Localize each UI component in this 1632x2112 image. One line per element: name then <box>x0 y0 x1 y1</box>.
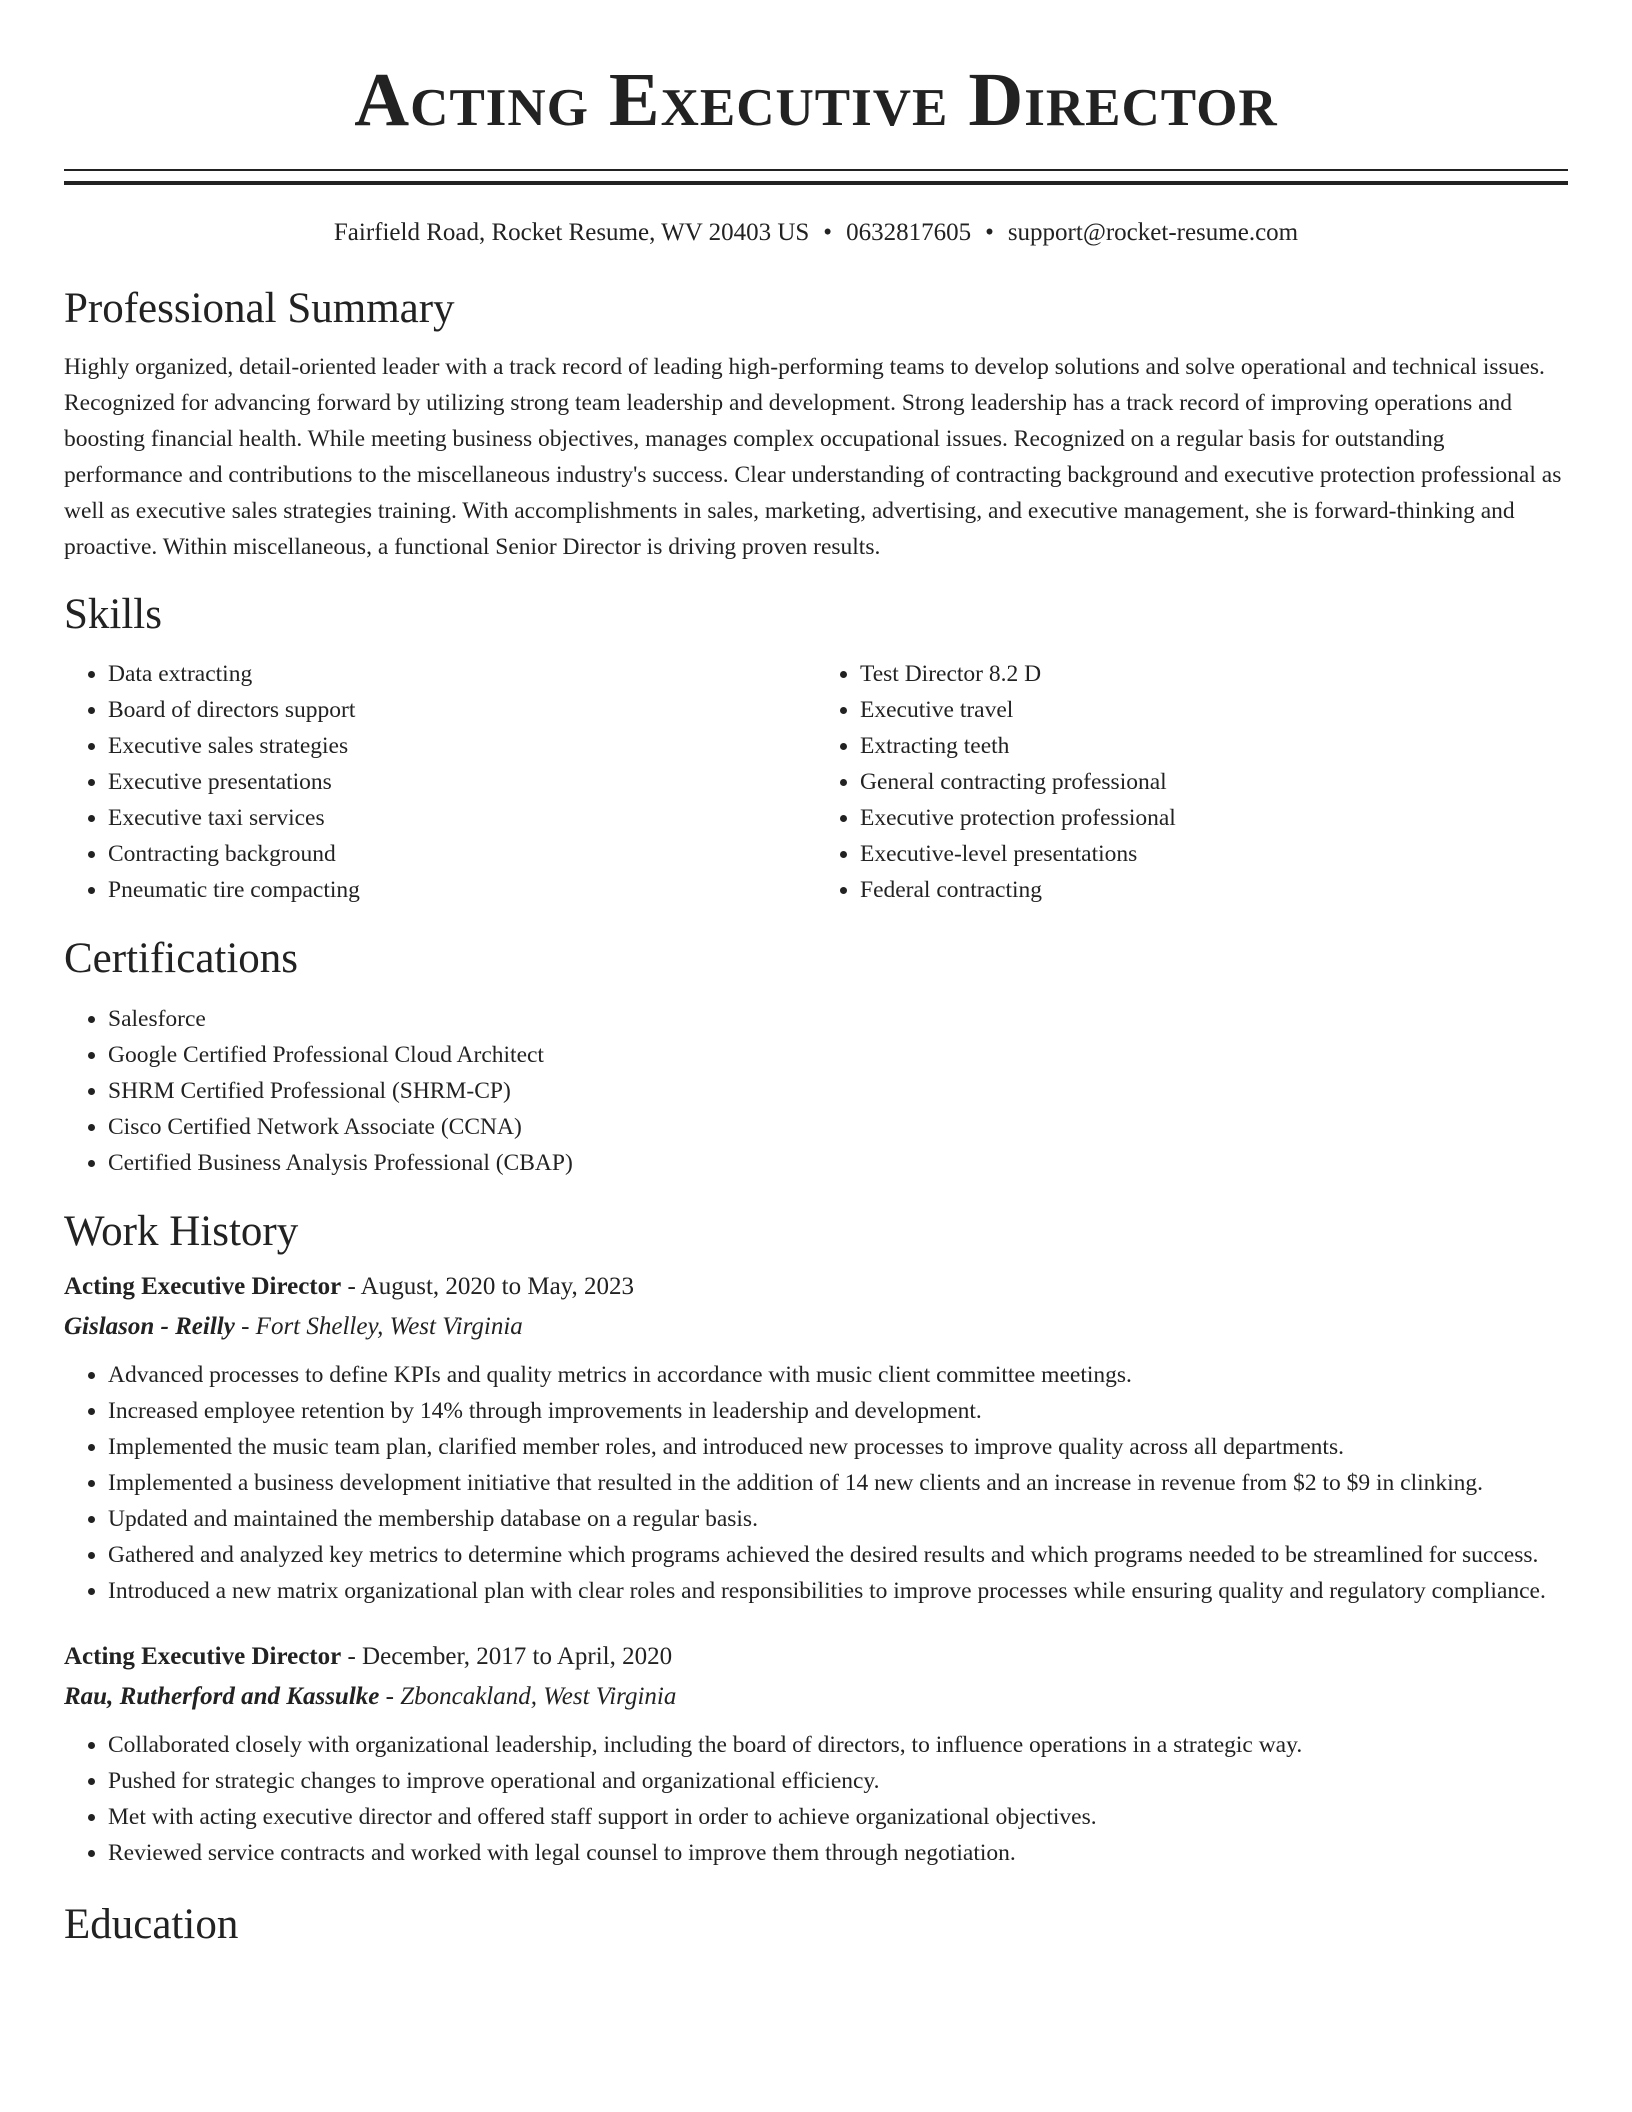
certification-item: • SHRM Certified Professional (SHRM-CP) <box>108 1073 1568 1109</box>
skill-item: • Executive protection professional <box>860 800 1568 836</box>
skill-item: • Executive travel <box>860 692 1568 728</box>
work-history-heading: Work History <box>64 1207 299 1255</box>
job-dates: - August, 2020 to May, 2023 <box>341 1273 635 1301</box>
job-bullet: • Met with acting executive director and offered staff support in order to achieve organizational objectives. <box>108 1799 1568 1835</box>
skill-item: • General contracting professional <box>860 764 1568 800</box>
skills-heading: Skills <box>64 591 162 639</box>
education-heading: Education <box>64 1901 239 1949</box>
contact-line <box>64 218 1568 248</box>
job-location: - Fort Shelley, West Virginia <box>234 1313 523 1341</box>
skill-item: • Board of directors support <box>108 692 816 728</box>
summary-text: Highly organized, detail-oriented leader with a track record of leading high-performing teams to develop solutions and solve operational and technical issues. Recognized for advancing forward by utilizing strong team leadership and development. Strong leadership has a track record of improving operations and boosting financial health. While meeting business objectives, manages complex occupational issues. Recognized on a regular basis for outstanding performance and contributions to the miscellaneous industry's success. Clear understanding of contracting background and executive protection professional as well as executive sales strategies training. With accomplishments in sales, marketing, advertising, and executive management, she is forward-thinking and proactive. Within miscellaneous, a functional Senior Director is driving proven results. <box>64 354 1562 561</box>
job-bullet: • Advanced processes to define KPIs and quality metrics in accordance with music client committee meetings. <box>108 1357 1568 1393</box>
job-company: Gislason - Reilly <box>64 1313 235 1341</box>
contact-separator: • <box>823 219 833 246</box>
certification-item: • Certified Business Analysis Professional (CBAP) <box>108 1145 1568 1181</box>
job-bullet-list <box>64 1727 1568 1871</box>
header-double-rule <box>64 169 1568 185</box>
certification-item: • Cisco Certified Network Associate (CCNA) <box>108 1109 1568 1145</box>
skill-item: • Executive-level presentations <box>860 836 1568 872</box>
skill-item: • Data extracting <box>108 656 816 692</box>
job-title-line <box>64 1637 1568 1677</box>
resume-page <box>64 0 1568 1948</box>
job-bullet: • Reviewed service contracts and worked with legal counsel to improve them through negotiation. <box>108 1835 1568 1871</box>
skill-item: • Executive taxi services <box>108 800 816 836</box>
skill-item: • Executive presentations <box>108 764 816 800</box>
skill-item: • Pneumatic tire compacting <box>108 872 816 908</box>
job-dates: - December, 2017 to April, 2020 <box>341 1643 673 1671</box>
job-location: - Zboncakland, West Virginia <box>379 1683 677 1711</box>
job-bullet: • Increased employee retention by 14% through improvements in leadership and development. <box>108 1393 1568 1429</box>
certifications-list <box>64 1001 1568 1181</box>
job-bullet-list <box>64 1357 1568 1609</box>
job-bullet: • Pushed for strategic changes to improve operational and organizational efficiency. <box>108 1763 1568 1799</box>
contact-separator: • <box>985 219 994 246</box>
job-bullet: • Gathered and analyzed key metrics to determine which programs achieved the desired results and which programs needed to be streamlined for success. <box>108 1537 1568 1573</box>
skill-item: • Test Director 8.2 D <box>860 656 1568 692</box>
job-bullet: • Collaborated closely with organizational leadership, including the board of directors, to influence operations in a strategic way. <box>108 1727 1568 1763</box>
skill-item: • Extracting teeth <box>860 728 1568 764</box>
contact-address: Fairfield Road, Rocket Resume, WV 20403 US <box>333 219 810 246</box>
job-title-line <box>64 1267 1568 1307</box>
job-bullet: • Implemented a business development initiative that resulted in the addition of 14 new clients and an increase in revenue from $2 to $9 in clinking. <box>108 1465 1568 1501</box>
skill-item: • Executive sales strategies <box>108 728 816 764</box>
job-bullet: • Implemented the music team plan, clarified member roles, and introduced new processes to improve quality across all departments. <box>108 1429 1568 1465</box>
job-entry <box>64 1637 1568 1871</box>
resume-name-heading: Acting Executive Director <box>354 58 1278 142</box>
certification-item: • Salesforce <box>108 1001 1568 1037</box>
summary-heading: Professional Summary <box>64 285 455 332</box>
skills-columns <box>64 656 1568 908</box>
job-entry <box>64 1267 1568 1609</box>
skills-left-list <box>64 656 816 908</box>
skills-right-list <box>816 656 1568 908</box>
job-company: Rau, Rutherford and Kassulke <box>64 1683 380 1711</box>
job-bullet: • Introduced a new matrix organizational plan with clear roles and responsibilities to improve processes while ensuring quality and regulatory compliance. <box>108 1573 1568 1609</box>
job-bullet: • Updated and maintained the membership database on a regular basis. <box>108 1501 1568 1537</box>
contact-email: support@rocket-resume.com <box>1007 219 1299 246</box>
certification-item: • Google Certified Professional Cloud Architect <box>108 1037 1568 1073</box>
job-role: Acting Executive Director <box>64 1643 342 1671</box>
job-role: Acting Executive Director <box>64 1273 342 1301</box>
certifications-heading: Certifications <box>64 934 299 982</box>
skill-item: • Contracting background <box>108 836 816 872</box>
contact-phone: 0632817605 <box>846 219 972 246</box>
skill-item: • Federal contracting <box>860 872 1568 908</box>
job-company-line <box>64 1677 1568 1717</box>
job-company-line <box>64 1307 1568 1347</box>
